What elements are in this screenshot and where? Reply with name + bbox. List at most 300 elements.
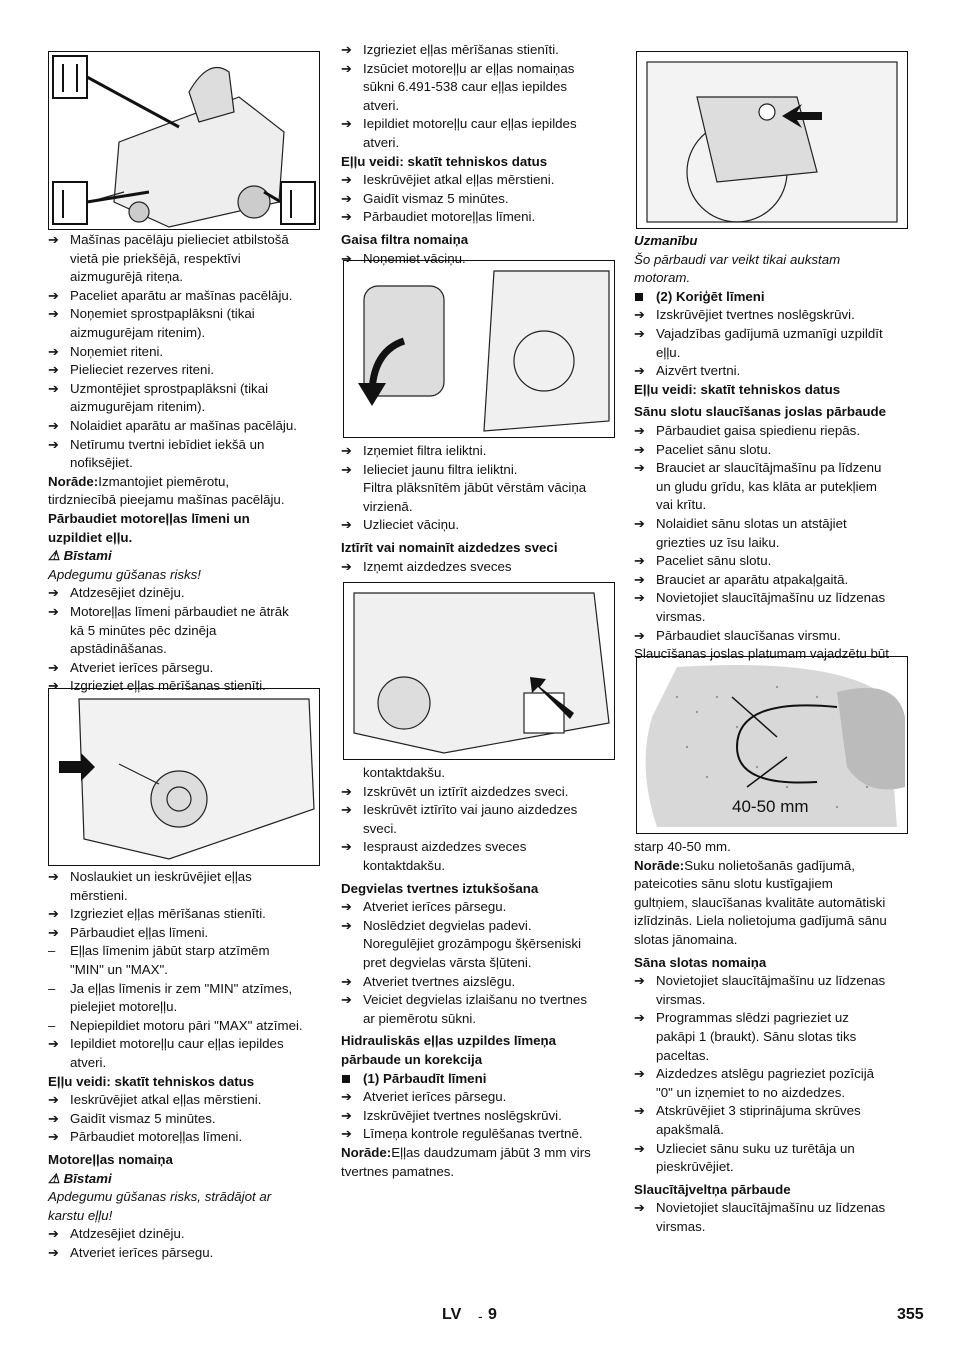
- step-item: [341, 1107, 616, 1125]
- arrow-icon: ➔: [341, 558, 352, 574]
- arrow-icon: ➔: [48, 678, 59, 694]
- line-text: atveri.: [70, 1055, 107, 1070]
- line-text: Nolaidiet sānu slotas un atstājiet: [656, 516, 847, 531]
- section-heading: [48, 529, 323, 547]
- arrow-icon: ➔: [341, 461, 352, 477]
- arrow-icon: ➔: [634, 1140, 645, 1156]
- sub-heading: [634, 288, 914, 306]
- arrow-icon: ➔: [341, 1107, 352, 1123]
- step-item: [634, 362, 914, 380]
- step-continuation: [48, 454, 323, 472]
- line-text: Pārbaudiet motoreļļas līmeni.: [363, 209, 536, 225]
- step-continuation: [341, 935, 616, 953]
- arrow-icon: ➔: [341, 209, 352, 225]
- line-text: Eļļas līmenim jābūt starp atzīmēm: [70, 943, 270, 959]
- step-item: [48, 677, 323, 695]
- line-text: Nepiepildiet motoru pāri "MAX" atzīmei.: [70, 1017, 303, 1033]
- arrow-icon: ➔: [634, 307, 645, 323]
- step-item: [634, 422, 914, 440]
- line-text: uzpildiet eļļu.: [48, 529, 133, 545]
- section-heading: [341, 1032, 616, 1050]
- step-item: [634, 1102, 914, 1120]
- step-continuation: [341, 479, 616, 497]
- step-item: [48, 417, 323, 435]
- step-item: [634, 589, 914, 607]
- step-item: [341, 973, 616, 991]
- arrow-icon: ➔: [48, 436, 59, 452]
- arrow-icon: ➔: [48, 1092, 59, 1108]
- step-continuation: [48, 622, 323, 640]
- line-text: Brauciet ar slaucītājmašīnu pa līdzenu: [656, 460, 882, 476]
- arrow-icon: ➔: [634, 1010, 645, 1026]
- line-text: vai krītu.: [656, 497, 707, 513]
- step-item: [48, 231, 323, 249]
- line-text: Pārbaudiet motoreļļas līmeni.: [70, 1129, 243, 1145]
- arrow-icon: ➔: [634, 973, 645, 989]
- step-item: [48, 1035, 323, 1053]
- arrow-icon: ➔: [48, 1245, 59, 1260]
- footer-sep: -: [478, 1308, 483, 1324]
- line-text: Pārbaudiet motoreļļas līmeni un: [48, 511, 250, 526]
- step-continuation: [634, 608, 914, 626]
- arrow-icon: ➔: [634, 1066, 645, 1082]
- line-text: virsmas.: [656, 991, 706, 1007]
- figure-machine-lift: [48, 51, 320, 230]
- line-text: motoram.: [634, 270, 691, 286]
- arrow-icon: ➔: [634, 553, 645, 569]
- line-text: Iespraust aizdedzes sveces: [363, 839, 527, 855]
- arrow-icon: ➔: [634, 423, 645, 438]
- line-text: Noslaukiet un ieskrūvējiet eļļas: [70, 869, 252, 884]
- line-text: atveri.: [363, 97, 400, 113]
- line-text: Ieskrūvēt iztīrīto vai jauno aizdedzes: [363, 802, 578, 818]
- arrow-icon: ➔: [634, 460, 645, 476]
- line-text: slotas jānomaina.: [634, 932, 738, 947]
- line-text: paceltas.: [656, 1047, 710, 1063]
- section-heading: [48, 510, 323, 528]
- line-text: virzienā.: [363, 498, 413, 514]
- line-text: Sānu slotu slaucīšanas joslas pārbaude: [634, 404, 886, 420]
- arrow-icon: ➔: [341, 42, 352, 57]
- dash-icon: –: [48, 1017, 56, 1033]
- step-item: [341, 190, 616, 208]
- line-text: Pārbaudiet slaucīšanas virsmu.: [656, 627, 841, 643]
- warning-label: [48, 547, 323, 565]
- step-continuation: [634, 344, 914, 362]
- line-text: Slaucīšanas joslas platumam vajadzētu būt: [634, 646, 889, 662]
- line-text: Atveriet ierīces pārsegu.: [363, 899, 507, 915]
- line-text: pieskrūvējiet.: [656, 1159, 734, 1175]
- arrow-icon: ➔: [341, 250, 352, 266]
- line-text: virsmas.: [656, 1219, 706, 1234]
- step-continuation: [634, 478, 914, 496]
- step-continuation: [341, 78, 616, 96]
- step-item: [341, 558, 616, 576]
- line-text: aizmugurējam ritenim).: [70, 325, 206, 340]
- line-text: Apdegumu gūšanas risks!: [48, 566, 201, 582]
- section-heading: [634, 403, 914, 421]
- warning-icon: ⚠: [48, 1170, 64, 1186]
- arrow-icon: ➔: [48, 362, 59, 378]
- step-continuation: [48, 398, 323, 416]
- step-item: [341, 801, 616, 819]
- arrow-icon: ➔: [634, 363, 645, 379]
- line-text: Novietojiet slaucītājmašīnu uz līdzenas: [656, 1200, 886, 1216]
- line-text: Izskrūvējiet tvertnes noslēgskrūvi.: [656, 307, 855, 323]
- line-text: Atskrūvējiet 3 stiprinājuma skrūves: [656, 1103, 861, 1119]
- line-text: pret degvielas vārsta šļūteni.: [363, 955, 532, 970]
- step-item: [48, 924, 323, 942]
- step-item: [48, 305, 323, 323]
- line-text: Eļļu veidi: skatīt tehniskos datus: [48, 1073, 255, 1089]
- line-text: aizmugurējā riteņa.: [70, 269, 184, 285]
- italic-note: [634, 269, 914, 287]
- line-text: izlīdzinās. Liela nolietojuma gadījumā sānu: [634, 913, 887, 929]
- dash-item: [48, 942, 323, 960]
- line-text: mērstieni.: [70, 887, 128, 903]
- arrow-icon: ➔: [48, 306, 59, 322]
- line-text: starp 40-50 mm.: [634, 839, 731, 854]
- step-continuation: [634, 1047, 914, 1065]
- arrow-icon: ➔: [341, 1089, 352, 1105]
- step-item: [48, 436, 323, 454]
- step-continuation: [634, 1084, 914, 1102]
- arrow-icon: ➔: [634, 326, 645, 341]
- step-item: [634, 441, 914, 459]
- figure-spark-plug: [343, 582, 615, 760]
- line-text: Ja eļļas līmenis ir zem "MIN" atzīmes,: [70, 980, 293, 996]
- line-text: "0" un izņemiet to no aizdedzes.: [656, 1084, 846, 1100]
- step-item: [48, 1091, 323, 1109]
- line-text: Noslēdziet degvielas padevi.: [363, 917, 532, 933]
- line-text: griezties uz īsu laiku.: [656, 534, 780, 550]
- figure-sweep-pattern: [636, 656, 908, 834]
- step-item: [341, 1088, 616, 1106]
- step-item: [341, 783, 616, 801]
- line-text: vietā pie priekšējā, respektīvi: [70, 250, 241, 266]
- line-text: Nolaidiet aparātu ar mašīnas pacēlāju.: [70, 418, 297, 433]
- line-text: Ieskrūvējiet atkal eļļas mērstieni.: [363, 172, 555, 188]
- line-text: Pārbaudiet gaisa spiedienu riepās.: [656, 423, 861, 438]
- step-continuation: [634, 534, 914, 552]
- line-text: Uzmontējiet sprostpaplāksni (tikai: [70, 380, 269, 396]
- step-item: [634, 1009, 914, 1027]
- italic-note: [48, 1207, 323, 1225]
- step-continuation: [48, 887, 323, 905]
- step-item: [634, 325, 914, 343]
- line-text: Sāna slotas nomaiņa: [634, 954, 767, 970]
- step-item: [341, 516, 616, 534]
- arrow-icon: ➔: [341, 783, 352, 799]
- arrow-icon: ➔: [634, 590, 645, 606]
- line-text: Līmeņa kontrole regulēšanas tvertnē.: [363, 1126, 583, 1142]
- step-continuation: [341, 857, 616, 875]
- step-continuation: [341, 498, 616, 516]
- line-text: Pielieciet rezerves riteni.: [70, 362, 215, 378]
- arrow-icon: ➔: [341, 1126, 352, 1142]
- step-item: [634, 571, 914, 589]
- line-text: Uzmanību: [634, 233, 698, 248]
- arrow-icon: ➔: [341, 116, 352, 132]
- line-text: Uzlieciet sānu suku uz turētāja un: [656, 1140, 855, 1156]
- step-continuation: [634, 1218, 914, 1236]
- line-text: Aizvērt tvertni.: [656, 363, 741, 379]
- line-text: ar piemērotu sūkni.: [363, 1010, 477, 1026]
- warning-label: [48, 1170, 323, 1188]
- line-text: Bīstami: [63, 1170, 112, 1186]
- arrow-icon: ➔: [341, 992, 352, 1008]
- step-item: [48, 868, 323, 886]
- arrow-icon: ➔: [341, 802, 352, 818]
- step-item: [341, 442, 616, 460]
- line-text: Izmantojiet piemērotu,: [98, 473, 230, 489]
- line-text: aizmugurējam ritenim).: [70, 399, 206, 415]
- line-text: Motoreļļas nomaiņa: [48, 1152, 173, 1167]
- arrow-icon: ➔: [48, 659, 59, 675]
- arrow-icon: ➔: [341, 899, 352, 915]
- note-line: Norāde:Eļļas daudzumam jābūt 3 mm virs: [341, 1145, 591, 1160]
- line-text: Izgrieziet eļļas mērīšanas stienīti.: [363, 42, 559, 57]
- arrow-icon: ➔: [48, 604, 59, 619]
- line-text: apakšmalā.: [656, 1122, 724, 1137]
- step-item: [341, 41, 616, 59]
- step-item: [634, 1065, 914, 1083]
- line-text: Vajadzības gadījumā uzmanīgi uzpildīt: [656, 326, 883, 341]
- line-text: Izskrūvējiet tvertnes noslēgskrūvi.: [363, 1107, 562, 1123]
- section-heading: [48, 1151, 323, 1169]
- paragraph-line: [634, 875, 914, 893]
- line-text: kontaktdakšu.: [363, 765, 446, 780]
- step-continuation: [48, 250, 323, 268]
- step-continuation: [634, 991, 914, 1009]
- step-item: [48, 343, 323, 361]
- step-item: [634, 1199, 914, 1217]
- line-text: gultņiem, slaucīšanas kvalitāte automātiski: [634, 894, 886, 910]
- step-continuation: [634, 1028, 914, 1046]
- footer-section: 9: [488, 1306, 497, 1323]
- line-text: Izgrieziet eļļas mērīšanas stienīti.: [70, 678, 266, 694]
- step-item: [48, 603, 323, 621]
- step-continuation: [341, 954, 616, 972]
- line-text: nofiksējiet.: [70, 455, 133, 471]
- section-heading: [341, 880, 616, 898]
- line-text: Atveriet ierīces pārsegu.: [70, 1245, 214, 1260]
- line-text: Izņemiet filtra ieliktni.: [363, 443, 487, 458]
- line-text: Bīstami: [63, 548, 112, 564]
- footer-lang: LV: [442, 1306, 462, 1323]
- arrow-icon: ➔: [48, 232, 59, 247]
- line-text: tvertnes pamatnes.: [341, 1163, 455, 1179]
- arrow-icon: ➔: [634, 516, 645, 531]
- step-item: [634, 515, 914, 533]
- line-text: pielejiet motoreļļu.: [70, 999, 178, 1015]
- section-heading: [48, 1073, 323, 1091]
- step-item: [341, 838, 616, 856]
- step-continuation: [48, 324, 323, 342]
- note-line: Norāde:Izmantojiet piemērotu,: [48, 473, 230, 489]
- step-continuation: [634, 1121, 914, 1139]
- section-heading: [341, 153, 616, 171]
- line-text: sūkni 6.491-538 caur eļļas iepildes: [363, 79, 568, 95]
- step-item: [48, 584, 323, 602]
- line-text: karstu eļļu!: [48, 1207, 113, 1223]
- step-item: [341, 208, 616, 226]
- step-item: [341, 115, 616, 133]
- line-text: Gaidīt vismaz 5 minūtes.: [70, 1110, 216, 1126]
- line-text: Aizdedzes atslēgu pagrieziet pozīcijā: [656, 1066, 875, 1082]
- arrow-icon: ➔: [634, 1103, 645, 1119]
- step-continuation: [48, 1054, 323, 1072]
- line-text: Iepildiet motoreļļu caur eļļas iepildes: [363, 116, 577, 132]
- figure-air-filter: [343, 260, 615, 438]
- caution-label: [634, 232, 914, 250]
- line-text: Brauciet ar aparātu atpakaļgaitā.: [656, 571, 849, 587]
- step-item: [634, 627, 914, 645]
- sub-heading: [341, 1070, 616, 1088]
- arrow-icon: ➔: [48, 1129, 59, 1145]
- step-continuation: [48, 268, 323, 286]
- dash-item: [48, 980, 323, 998]
- line-text: (1) Pārbaudīt līmeni: [363, 1070, 487, 1086]
- line-text: Iztīrīt vai nomainīt aizdedzes sveci: [341, 540, 558, 555]
- line-text: Atveriet ierīces pārsegu.: [70, 659, 214, 675]
- step-item: [634, 1140, 914, 1158]
- line-text: Mašīnas pacēlāju pielieciet atbilstošā: [70, 232, 289, 247]
- line-text: Eļļas daudzumam jābūt 3 mm virs: [391, 1145, 591, 1160]
- line-text: Noņemiet riteni.: [70, 343, 164, 359]
- line-text: Suku nolietošanās gadījumā,: [684, 857, 856, 873]
- arrow-icon: ➔: [48, 924, 59, 940]
- line-text: Novietojiet slaucītājmašīnu uz līdzenas: [656, 973, 886, 989]
- line-text: Noņemiet vāciņu.: [363, 250, 466, 266]
- line-text: Apdegumu gūšanas risks, strādājot ar: [48, 1189, 272, 1205]
- line-text: pārbaude un korekcija: [341, 1052, 483, 1067]
- step-item: [48, 659, 323, 677]
- arrow-icon: ➔: [48, 906, 59, 922]
- line-text: Paceliet aparātu ar mašīnas pacēlāju.: [70, 287, 293, 303]
- step-continuation: [48, 961, 323, 979]
- section-heading: [341, 1051, 616, 1069]
- step-item: [634, 306, 914, 324]
- line-text: Hidrauliskās eļļas uzpildes līmeņa: [341, 1033, 557, 1049]
- line-text: Šo pārbaudi var veikt tikai aukstam: [634, 251, 841, 267]
- step-item: [48, 1225, 323, 1243]
- arrow-icon: ➔: [341, 172, 352, 188]
- step-item: [634, 972, 914, 990]
- line-text: Gaidīt vismaz 5 minūtes.: [363, 190, 509, 206]
- step-continuation: [341, 134, 616, 152]
- step-item: [48, 287, 323, 305]
- step-continuation: [634, 1158, 914, 1176]
- paragraph-line: [634, 894, 914, 912]
- paragraph-line: [48, 491, 323, 509]
- step-item: [341, 917, 616, 935]
- arrow-icon: ➔: [48, 287, 59, 303]
- line-text: Izskrūvēt un iztīrīt aizdedzes sveci.: [363, 783, 569, 799]
- step-continuation: [341, 97, 616, 115]
- paragraph-line: [634, 645, 914, 663]
- note-line: Norāde:Suku nolietošanās gadījumā,: [634, 857, 856, 873]
- step-item: [48, 905, 323, 923]
- step-continuation: [634, 496, 914, 514]
- line-text: "MIN" un "MAX".: [70, 962, 168, 977]
- step-continuation: [341, 820, 616, 838]
- paragraph-line: [634, 912, 914, 930]
- arrow-icon: ➔: [341, 839, 352, 855]
- step-item: [48, 361, 323, 379]
- step-continuation: [48, 640, 323, 658]
- footer-page-number: 355: [897, 1306, 924, 1323]
- step-item: [341, 250, 616, 268]
- step-continuation: [341, 764, 616, 782]
- arrow-icon: ➔: [48, 343, 59, 359]
- step-item: [634, 459, 914, 477]
- step-item: [341, 171, 616, 189]
- line-text: Atveriet ierīces pārsegu.: [363, 1089, 507, 1105]
- step-item: [48, 380, 323, 398]
- figure-hydraulic-tank: [636, 51, 908, 229]
- line-text: Ielieciet jaunu filtra ieliktni.: [363, 461, 518, 477]
- arrow-icon: ➔: [341, 60, 352, 76]
- arrow-icon: ➔: [48, 1226, 59, 1242]
- arrow-icon: ➔: [48, 380, 59, 396]
- arrow-icon: ➔: [341, 443, 352, 458]
- line-text: kā 5 minūtes pēc dzinēja: [70, 622, 217, 638]
- line-text: Gaisa filtra nomaiņa: [341, 232, 469, 247]
- arrow-icon: ➔: [48, 869, 59, 884]
- step-item: [341, 461, 616, 479]
- paragraph-line: [634, 838, 914, 856]
- line-text: Atveriet tvertnes aizslēgu.: [363, 973, 516, 989]
- step-item: [341, 1125, 616, 1143]
- step-item: [48, 1110, 323, 1128]
- arrow-icon: ➔: [341, 190, 352, 206]
- paragraph-line: [341, 1163, 616, 1181]
- line-text: Izņemt aizdedzes sveces: [363, 558, 512, 574]
- dash-icon: –: [48, 980, 56, 996]
- line-text: Veiciet degvielas izlaišanu no tvertnes: [363, 992, 587, 1008]
- line-text: Pārbaudiet eļļas līmeni.: [70, 924, 209, 940]
- line-text: un gludu grīdu, kas klāta ar putekļiem: [656, 478, 878, 494]
- sweep-width-label: 40-50 mm: [732, 797, 809, 816]
- line-text: Eļļu veidi: skatīt tehniskos datus: [634, 381, 841, 397]
- line-text: Novietojiet slaucītājmašīnu uz līdzenas: [656, 590, 886, 606]
- line-text: (2) Koriģēt līmeni: [656, 288, 765, 304]
- step-continuation: [48, 998, 323, 1016]
- dash-item: [48, 1017, 323, 1035]
- line-text: Slaucītājveltņa pārbaude: [634, 1181, 791, 1197]
- arrow-icon: ➔: [634, 571, 645, 587]
- square-bullet-icon: [342, 1075, 350, 1083]
- line-text: sveci.: [363, 820, 397, 836]
- line-text: Paceliet sānu slotu.: [656, 553, 772, 569]
- arrow-icon: ➔: [634, 1200, 645, 1216]
- arrow-icon: ➔: [341, 973, 352, 989]
- line-text: Uzlieciet vāciņu.: [363, 517, 460, 533]
- arrow-icon: ➔: [48, 585, 59, 601]
- section-heading: [341, 231, 616, 249]
- arrow-icon: ➔: [634, 627, 645, 643]
- line-text: Eļļu veidi: skatīt tehniskos datus: [341, 153, 548, 169]
- line-text: Noņemiet sprostpaplāksni (tikai: [70, 306, 255, 322]
- step-item: [48, 1244, 323, 1262]
- arrow-icon: ➔: [341, 517, 352, 533]
- step-item: [341, 898, 616, 916]
- section-heading: [341, 539, 616, 557]
- line-text: atveri.: [363, 135, 400, 150]
- figure-oil-dipstick: [48, 688, 320, 866]
- line-text: Motoreļļas līmeni pārbaudiet ne ātrāk: [70, 604, 289, 619]
